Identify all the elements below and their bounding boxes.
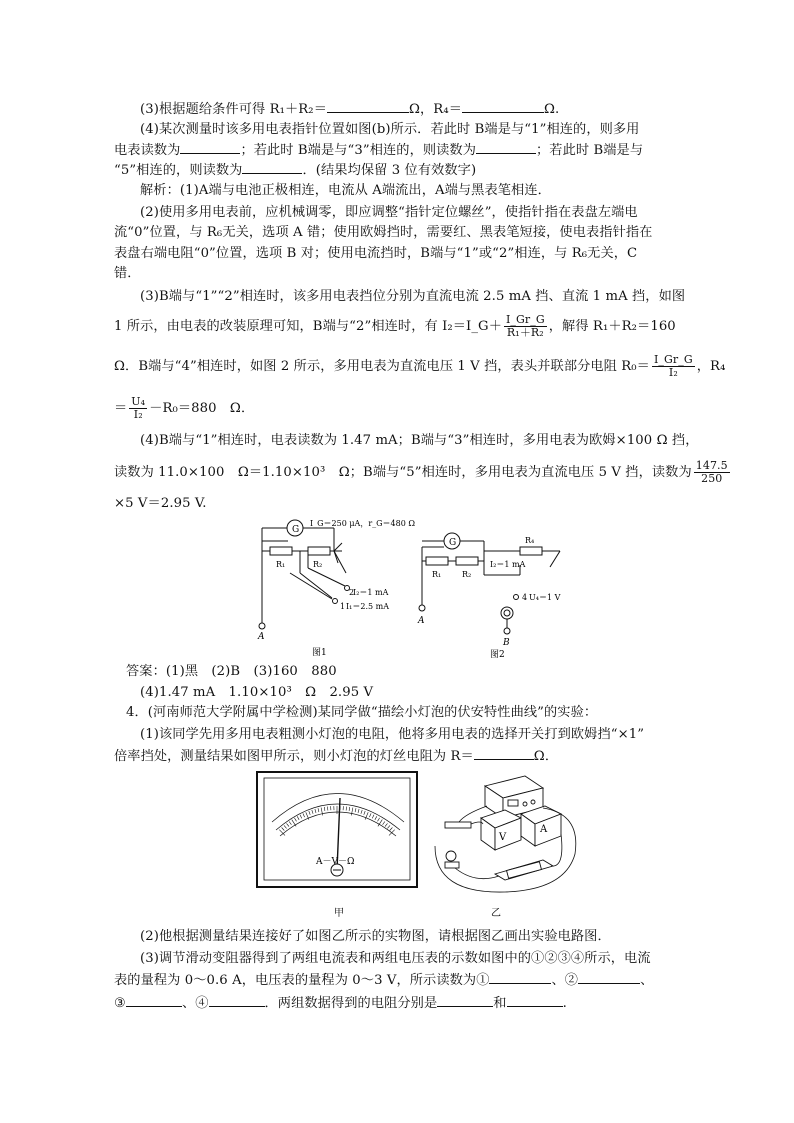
numerator: I_Gr_G (505, 313, 545, 326)
multimeter-dial-figure (254, 770, 424, 920)
problem-4-3b (114, 971, 684, 990)
text: ．两组数据得到的电阻分别是 (264, 996, 438, 1011)
meter-dial-label: A－V－Ω (316, 857, 355, 867)
q4-c2: ．(结果均保留 3 位有效数字) (302, 163, 477, 178)
answer-blank[interactable] (489, 971, 551, 984)
r2-label: R₂ (462, 570, 472, 579)
numerator: U₄ (131, 395, 146, 408)
meter-spec: I_G＝250 μA，r_G＝480 Ω (310, 519, 415, 528)
text: 表的量程为 0～0.6 A，电压表的量程为 0～3 V，所示读数为① (114, 973, 490, 988)
answer-blank[interactable] (242, 161, 302, 174)
q3-line (140, 100, 710, 119)
solution-3b (114, 314, 684, 339)
fraction (129, 396, 147, 421)
text: 和 (493, 996, 507, 1011)
solution-3c (114, 353, 726, 379)
galvanometer-label: G (449, 538, 457, 548)
voltmeter-label: V (499, 832, 507, 843)
answer-blank[interactable] (437, 994, 493, 1007)
answer-blank[interactable] (476, 141, 536, 154)
problem-4-title: 4．(河南师范大学附属中学检测)某同学做“描绘小灯泡的伏安特性曲线”的实验： (126, 705, 598, 720)
circuit-figure-1 (250, 513, 420, 658)
terminal-a: A (258, 632, 265, 642)
u4-label: U₄＝1 V (529, 593, 561, 602)
terminal-2: 2 (349, 588, 355, 597)
solution-4c: ×5 V＝2.95 V. (114, 496, 207, 511)
text: 、 (640, 973, 654, 988)
denominator: R₁＋R₂ (506, 326, 544, 339)
text: 、④ (181, 996, 209, 1011)
r1-label: R₁ (432, 570, 442, 579)
r1-label: R₁ (276, 560, 286, 569)
text: Ω． (533, 749, 559, 764)
answer-blank[interactable] (327, 100, 409, 113)
answer-blank[interactable] (507, 994, 563, 1007)
i1-label: I₁＝2.5 mA (346, 602, 389, 611)
answer-blank[interactable] (126, 994, 182, 1007)
problem-4-3c (114, 994, 684, 1013)
q4-line-a: (4)某次测量时该多用电表指针位置如图(b)所示．若此时 B端是与“1”相连的，则多用 (140, 122, 640, 137)
problem-4-1a: (1)该同学先用多用电表粗测小灯泡的电阻，他将多用电表的选择开关打到欧姆挡“×1” (140, 727, 645, 742)
terminal-a: A (418, 616, 425, 626)
fraction (504, 314, 547, 339)
q4-b2: ；若此时 B端是与“3”相连的，则读数为 (240, 143, 477, 158)
i2-label: I₂＝1 mA (490, 560, 526, 569)
numerator: 147.5 (695, 459, 728, 472)
i2-label: I₂＝1 mA (353, 588, 389, 597)
figure-2-caption: 图2 (490, 650, 505, 660)
r2-label: R₂ (313, 560, 323, 569)
text: －R₀＝880 Ω． (149, 401, 255, 416)
q3-end: Ω. (544, 102, 560, 117)
answer-blank[interactable] (474, 747, 534, 760)
text: 1 所示，由电表的改装原理可知，B端与“2”相连时，有 I₂＝I_G＋ (114, 319, 502, 334)
fraction (694, 460, 730, 485)
solution-1: 解析：(1)A端与电池正极相连，电流从 A端流出，A端与黑表笔相连． (140, 183, 551, 198)
q3-mid: Ω，R₄＝ (408, 102, 463, 117)
solution-4b (114, 459, 728, 485)
numerator: I_Gr_G (653, 353, 693, 366)
meter-caption: 甲 (334, 908, 344, 919)
text: 、② (551, 973, 579, 988)
terminal-4: 4 (522, 593, 528, 602)
text: ，R₄ (696, 359, 726, 374)
terminal-1: 1 (340, 602, 346, 611)
solution-4a: (4)B端与“1”相连时，电表读数为 1.47 mA；B端与“3”相连时，多用电表为欧姆×100 Ω 挡， (140, 433, 699, 448)
q4-b3: ；若此时 B端是与 (536, 143, 644, 158)
apparatus-figure (425, 774, 585, 920)
q3-label: (3)根据题给条件可得 R₁＋R₂＝ (140, 102, 327, 117)
answer-blank[interactable] (462, 100, 544, 113)
terminal-b: B (503, 638, 510, 648)
solution-2a: (2)使用多用电表前，应机械调零，即应调整“指针定位螺丝”，使指针指在表盘左端电 (140, 205, 638, 220)
answer-blank[interactable] (209, 994, 265, 1007)
solution-3d (114, 396, 684, 421)
problem-4-1b (114, 747, 684, 766)
answer-blank[interactable] (180, 141, 240, 154)
denominator: 250 (701, 472, 723, 485)
solution-2d: 错． (114, 266, 141, 281)
answer-line-2: (4)1.47 mA 1.10×10³ Ω 2.95 V (140, 685, 374, 700)
denominator: I₂ (133, 408, 143, 421)
text: ，解得 R₁＋R₂＝160 (548, 319, 676, 334)
text: . (562, 996, 567, 1011)
figure-1-caption: 图1 (312, 648, 327, 658)
denominator: I₂ (668, 366, 678, 379)
ammeter-label: A (540, 824, 548, 835)
q4-line-c (114, 161, 684, 180)
apparatus-caption: 乙 (491, 908, 501, 919)
circuit-figure-2 (410, 525, 600, 660)
fraction (652, 354, 695, 379)
text: Ω．B端与“4”相连时，如图 2 所示，多用电表为直流电压 1 V 挡，表头并联部分电阻 R₀＝ (114, 359, 650, 374)
solution-2c: 表盘右端电阻“0”位置，选项 B 对；使用电流挡时，B端与“1”或“2”相连，与 R₆无关，C (114, 246, 638, 261)
text: ③ (114, 996, 126, 1011)
answer-line-1: 答案：(1)黑 (2)B (3)160 880 (126, 664, 337, 679)
galvanometer-label: G (292, 525, 300, 535)
q4-c1: “5”相连的，则读数为 (114, 163, 243, 178)
problem-4-3a: (3)调节滑动变阻器得到了两组电流表和两组电压表的示数如图中的①②③④所示，电流 (140, 951, 651, 966)
q4-line-b (114, 141, 684, 160)
problem-4-2: (2)他根据测量结果连接好了如图乙所示的实物图，请根据图乙画出实验电路图． (140, 929, 611, 944)
q4-b1: 电表读数为 (114, 143, 181, 158)
text: 读数为 11.0×100 Ω＝1.10×10³ Ω；B端与“5”相连时，多用电表为直流电压 5 V 挡，读数为 (114, 465, 692, 480)
r4-label: R₄ (525, 536, 535, 545)
answer-blank[interactable] (578, 971, 640, 984)
solution-3a: (3)B端与“1”“2”相连时，该多用电表挡位分别为直流电流 2.5 mA 挡、直流 1 mA 挡，如图 (140, 289, 686, 304)
text: 倍率挡处，测量结果如图甲所示，则小灯泡的灯丝电阻为 R＝ (114, 749, 474, 764)
text: ＝ (114, 401, 128, 416)
solution-2b: 流“0”位置，与 R₆无关，选项 A 错；使用欧姆挡时，需要红、黑表笔短接，使电表指针指在 (114, 225, 653, 240)
